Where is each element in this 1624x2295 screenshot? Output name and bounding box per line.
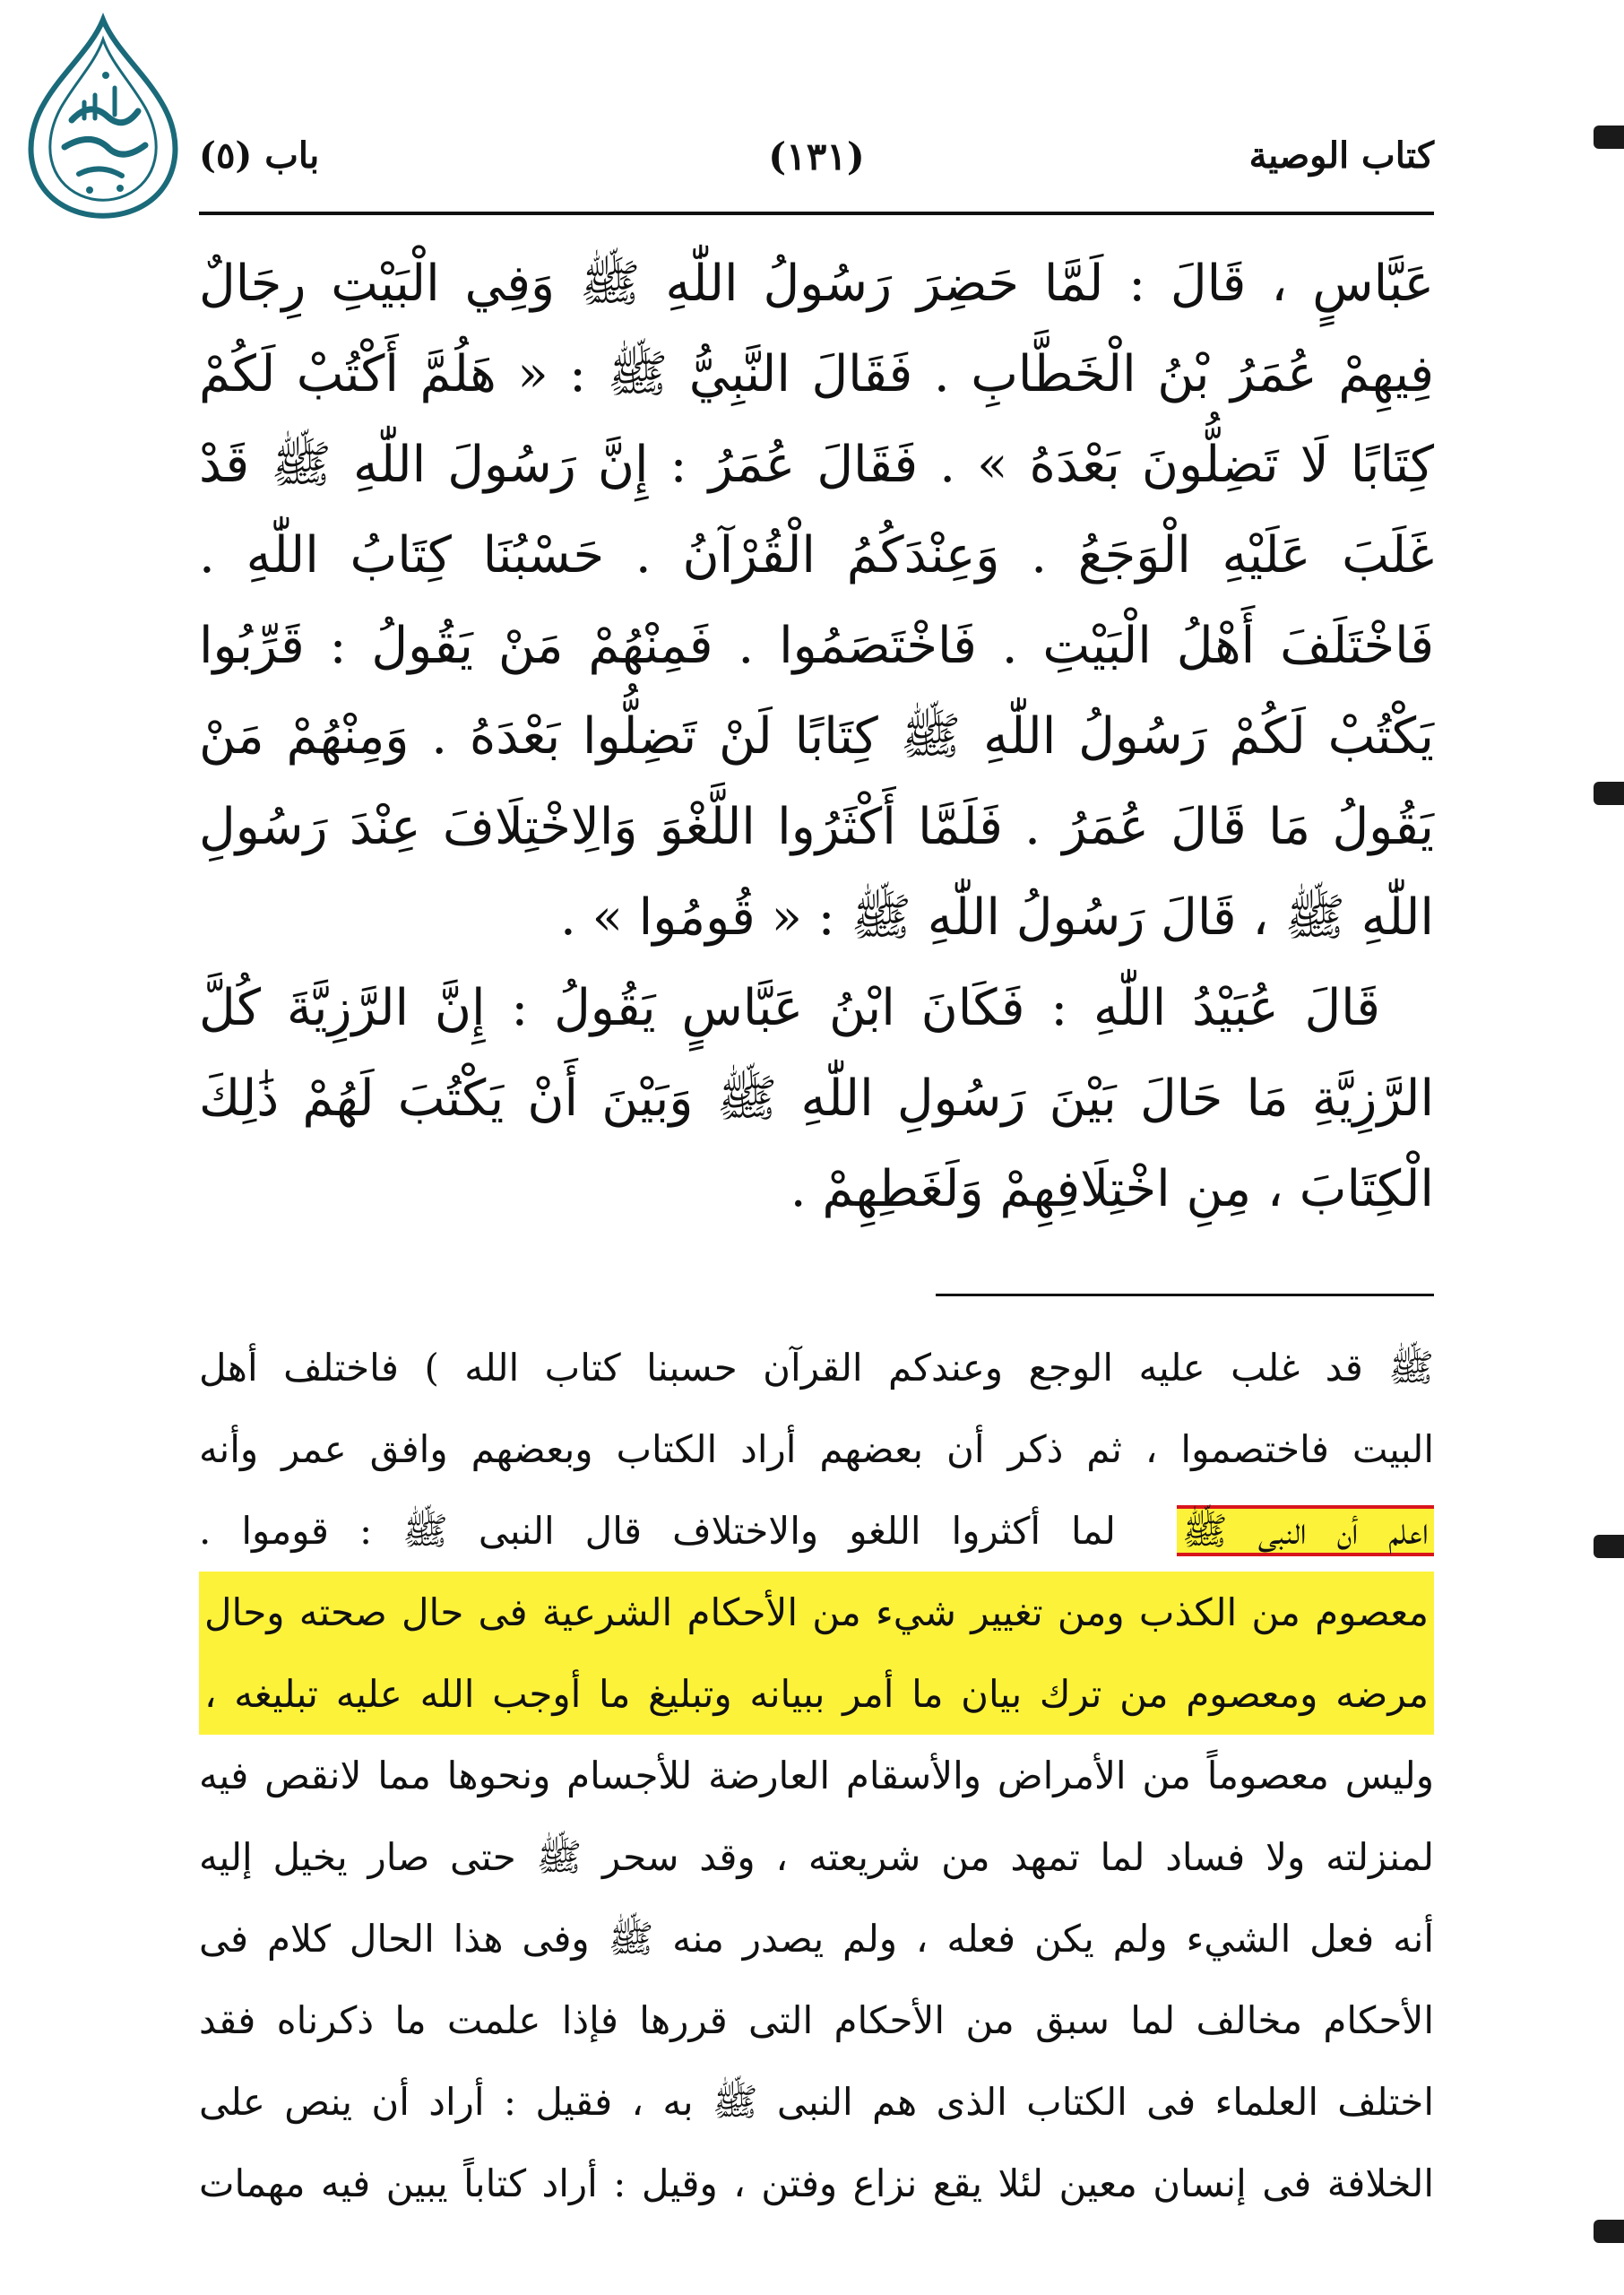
commentary-line: لمنزلته ولا فساد لما تمهد من شريعته ، وقد سحر ﷺ حتى صار يخيل إليه xyxy=(199,1835,1434,1879)
hadith-paragraph: عَبَّاسٍ ، قَالَ : لَمَّا حَضِرَ رَسُولُ اللّٰهِ ﷺ وَفِي الْبَيْتِ رِجَالٌ فِيهِمْ عُمَرُ بْنُ الْخَطَّابِ . فَقَالَ النَّبِيُّ ﷺ : « هَلُمَّ أَكْتُبْ لَكُمْ كِتَابًا لَا تَضِلُّونَ بَعْدَهُ » . فَقَالَ عُمَرُ : إِنَّ رَسُولَ اللّٰهِ ﷺ قَدْ غَلَبَ عَلَيْهِ الْوَجَعُ . وَعِنْدَكُمُ الْقُرْآنُ . حَسْبُنَا كِتَابُ اللّٰهِ . فَاخْتَلَفَ أَهْلُ الْبَيْتِ . فَاخْتَصَمُوا . فَمِنْهُمْ مَنْ يَقُولُ : قَرِّبُوا يَكْتُبْ لَكُمْ رَسُولُ اللّٰهِ ﷺ كِتَابًا لَنْ تَضِلُّوا بَعْدَهُ . وَمِنْهُمْ مَنْ يَقُولُ مَا قَالَ عُمَرُ . فَلَمَّا أَكْثَرُوا اللَّغْوَ وَالِاخْتِلَافَ عِنْدَ رَسُولِ اللّٰهِ ﷺ ، قَالَ رَسُولُ اللّٰهِ ﷺ : « قُومُوا » . xyxy=(199,255,1434,947)
commentary-line xyxy=(199,1572,1434,1653)
commentary-text xyxy=(199,1327,1434,2224)
highlighted-text: اعلم أن النبى ﷺ xyxy=(1177,1505,1434,1556)
page-header xyxy=(199,134,1434,197)
commentary-line xyxy=(199,1653,1434,1735)
hadith-paragraph: قَالَ عُبَيْدُ اللّٰهِ : فَكَانَ ابْنُ عَبَّاسٍ يَقُولُ : إِنَّ الرَّزِيَّةَ كُلَّ الرَّزِيَّةِ مَا حَالَ بَيْنَ رَسُولِ اللّٰهِ ﷺ وَبَيْنَ أَنْ يَكْتُبَ لَهُمْ ذَٰلِكَ الْكِتَابَ ، مِنِ اخْتِلَافِهِمْ وَلَغَطِهِمْ . xyxy=(199,979,1434,1218)
commentary-line: أنه فعل الشيء ولم يكن فعله ، ولم يصدر منه ﷺ وفى هذا الحال كلام فى xyxy=(199,1917,1434,1961)
commentary-line: ﷺ قد غلب عليه الوجع وعندكم القرآن حسبنا كتاب الله ) فاختلف أهل xyxy=(199,1346,1434,1390)
scan-edge-mark xyxy=(1594,126,1624,149)
commentary-line: الخلافة فى إنسان معين لئلا يقع نزاع وفتن ، وقيل : أراد كتاباً يبين فيه مهمات xyxy=(199,2161,1434,2205)
commentary-line: اختلف العلماء فى الكتاب الذى هم النبى ﷺ به ، فقيل : أراد أن ينص على xyxy=(199,2080,1434,2124)
commentary-line: البيت فاختصموا ، ثم ذكر أن بعضهم أراد الكتاب وبعضهم وافق عمر وأنه xyxy=(199,1427,1434,1471)
scan-edge-mark xyxy=(1594,782,1624,805)
scan-edge-mark xyxy=(1594,1535,1624,1558)
calligraphy-seal-logo xyxy=(9,13,197,221)
commentary-line: الأحكام مخالف لما سبق من الأحكام التى قررها فإذا علمت ما ذكرناه فقد xyxy=(199,1998,1434,2042)
highlighted-text: مرضه ومعصوم من ترك بيان ما أمر ببيانه وتبليغ ما أوجب الله عليه تبليغه ، xyxy=(199,1653,1434,1735)
commentary-line xyxy=(199,1490,1434,1572)
book-title: كتاب الوصية xyxy=(1248,134,1434,177)
hadith-text xyxy=(199,238,1434,1234)
commentary-line: وليس معصوماً من الأمراض والأسقام العارضة للأجسام ونحوها مما لانقص فيه xyxy=(199,1754,1434,1797)
chapter-label: باب (٥) xyxy=(199,134,320,177)
scan-edge-mark xyxy=(1594,2220,1624,2243)
highlighted-text: معصوم من الكذب ومن تغيير شيء من الأحكام الشرعية فى حال صحته وحال xyxy=(199,1572,1434,1653)
header-divider xyxy=(199,212,1434,215)
commentary-fragment: لما أكثروا اللغو والاختلاف قال النبى ﷺ : قوموا . xyxy=(199,1509,1116,1553)
footnote-divider xyxy=(936,1294,1434,1296)
page-number: (١٣١) xyxy=(768,134,865,178)
